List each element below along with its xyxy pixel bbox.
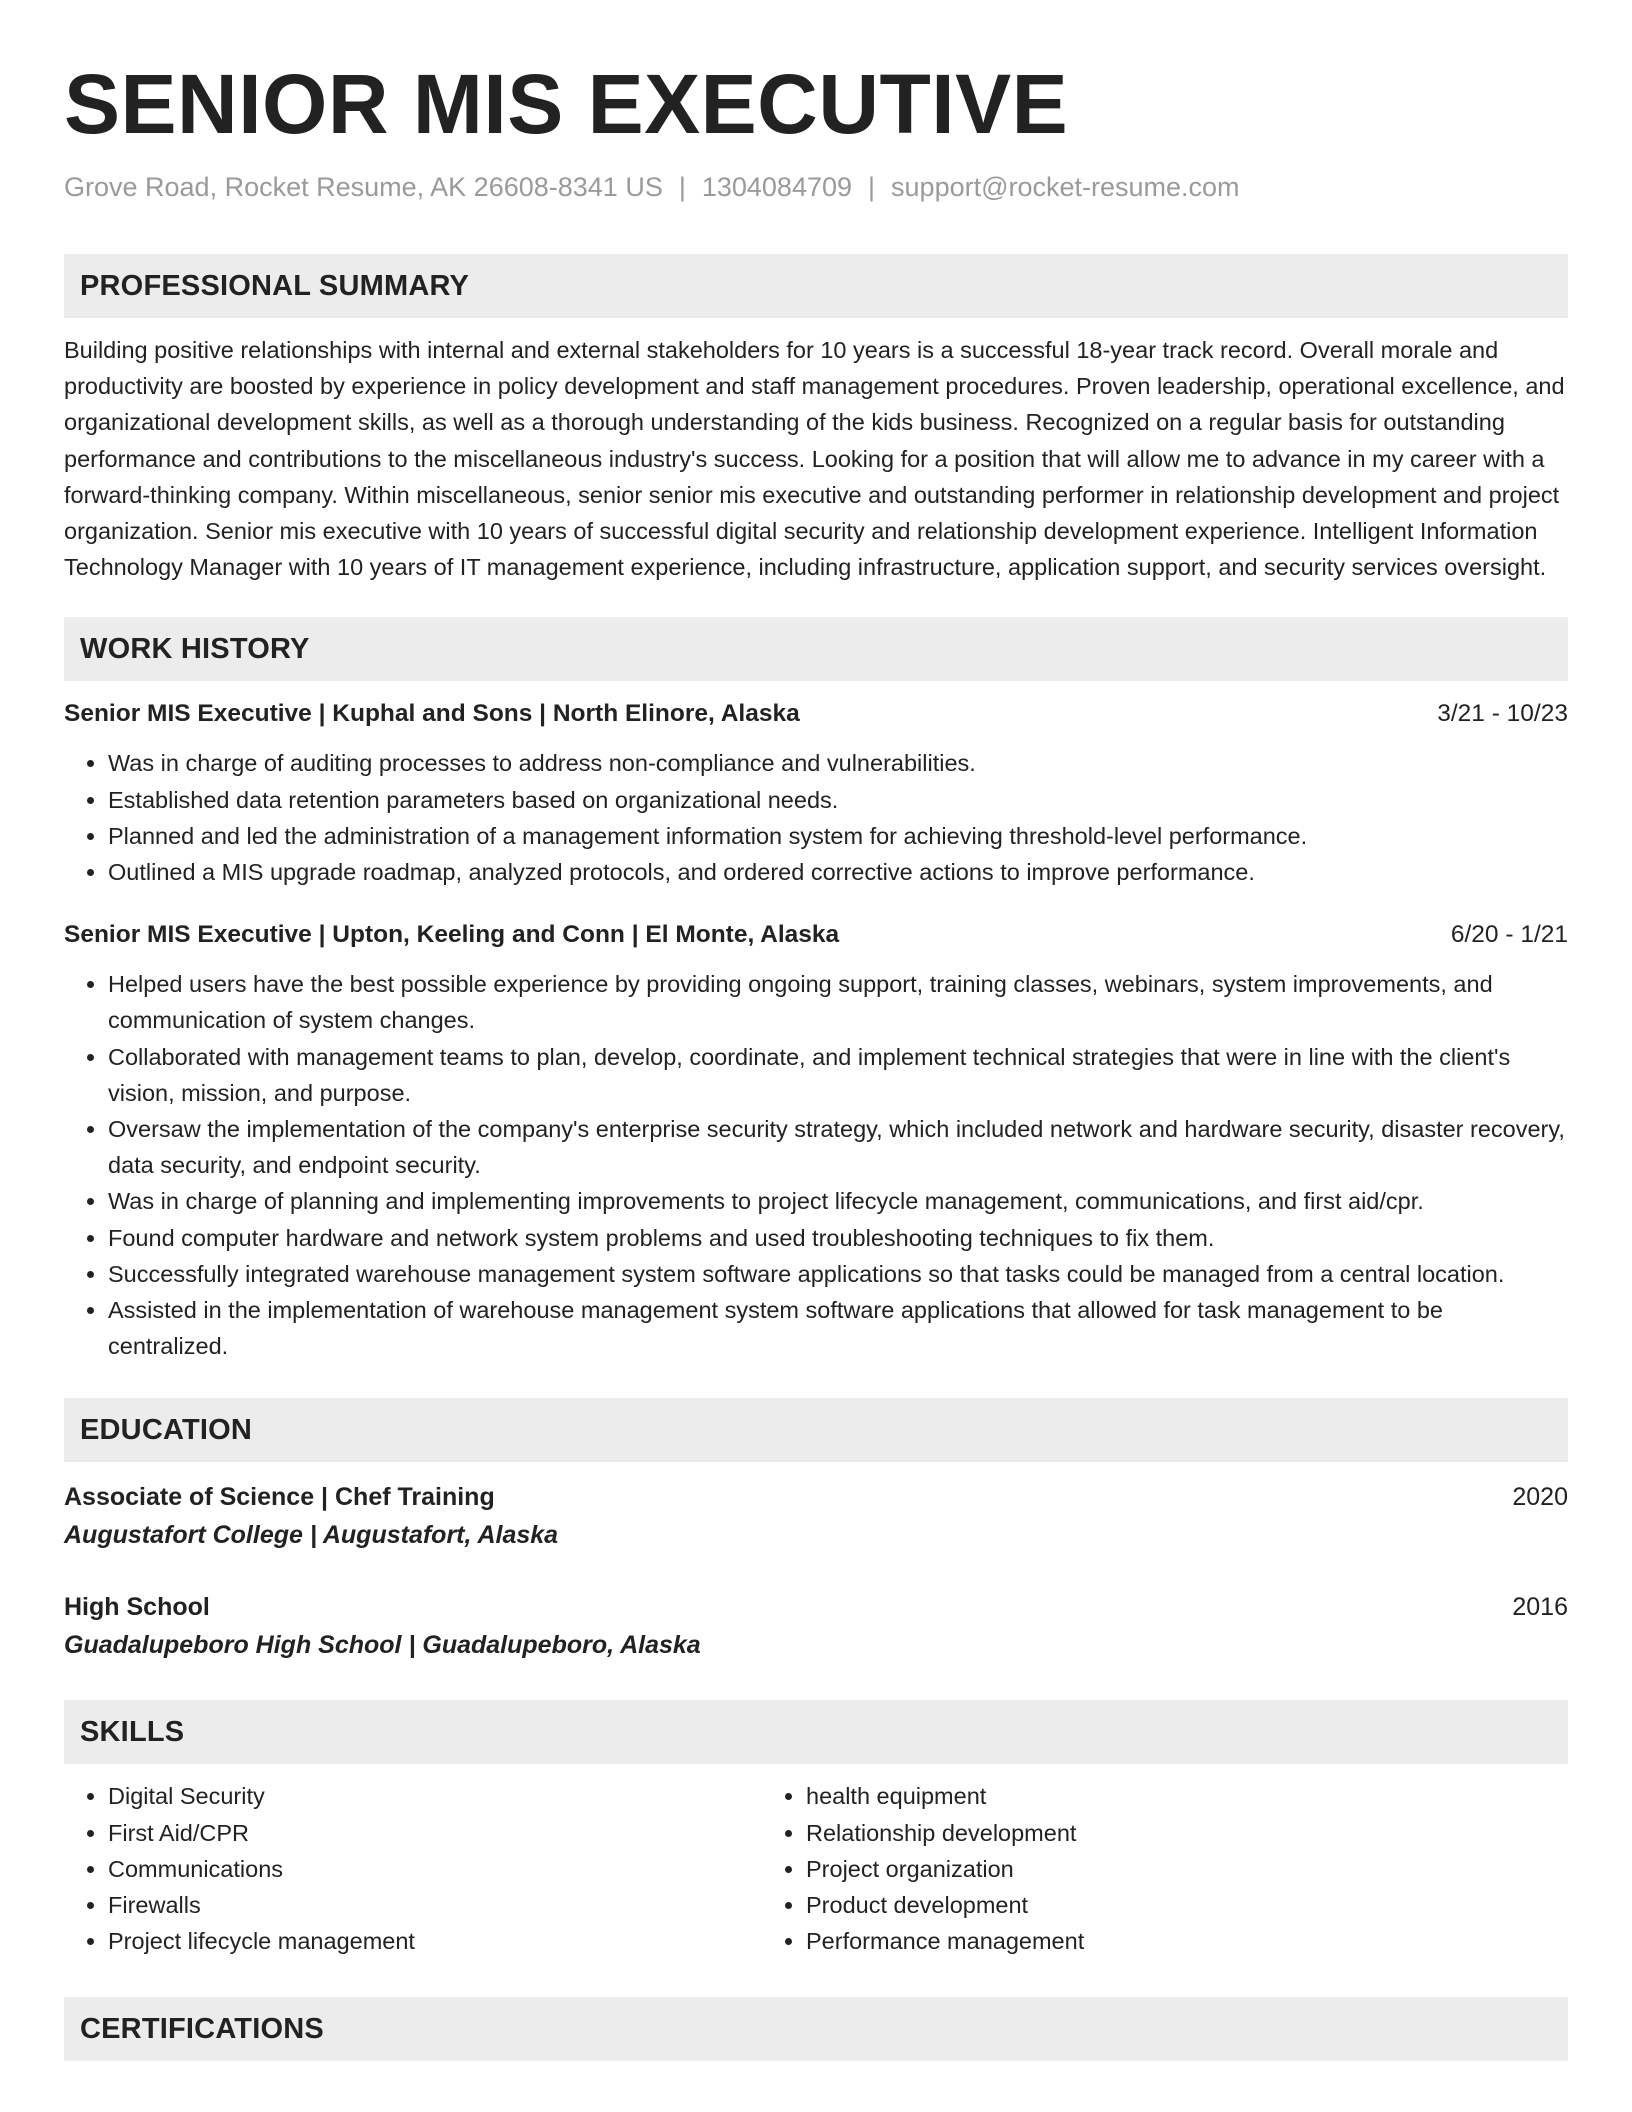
- job-bullets-1: [64, 745, 1568, 890]
- list-item: • Was in charge of planning and implementing improvements to project lifecycle management, communications, and first aid/cpr.: [108, 1183, 1568, 1219]
- list-item: • Was in charge of auditing processes to address non-compliance and vulnerabilities.: [108, 745, 1568, 781]
- list-item: • Found computer hardware and network system problems and used troubleshooting techniques to fix them.: [108, 1220, 1568, 1256]
- contact-phone: 1304084709: [701, 172, 853, 202]
- list-item: • Assisted in the implementation of warehouse management system software applications that allowed for task management to be centralized.: [108, 1292, 1568, 1364]
- list-item: • Relationship development: [806, 1815, 1460, 1851]
- contact-address: Grove Road, Rocket Resume, AK 26608-8341 US: [64, 172, 663, 202]
- education-degree: Associate of Science | Chef Training: [64, 1483, 495, 1512]
- section-header-certifications: CERTIFICATIONS: [64, 1997, 1568, 2061]
- list-item: • Outlined a MIS upgrade roadmap, analyzed protocols, and ordered corrective actions to improve performance.: [108, 854, 1568, 890]
- list-item: • Firewalls: [108, 1887, 762, 1923]
- list-item: • Communications: [108, 1851, 762, 1887]
- list-item: • Project organization: [806, 1851, 1460, 1887]
- candidate-name: SENIOR MIS EXECUTIVE: [64, 57, 1069, 151]
- job-dates: 6/20 - 1/21: [1450, 921, 1568, 949]
- section-header-work-history: WORK HISTORY: [64, 617, 1568, 681]
- list-item: • Project lifecycle management: [108, 1923, 762, 1959]
- list-item: • First Aid/CPR: [108, 1815, 762, 1851]
- skills-list-left: [64, 1778, 762, 1959]
- contact-separator: |: [678, 172, 686, 202]
- contact-email[interactable]: support@rocket-resume.com: [891, 172, 1240, 202]
- job-bullets-2: [64, 966, 1568, 1364]
- education-degree: High School: [64, 1593, 210, 1622]
- list-item: • Digital Security: [108, 1778, 762, 1814]
- skills-list-right: [762, 1778, 1460, 1959]
- education-year: 2020: [1512, 1483, 1568, 1512]
- list-item: • Established data retention parameters based on organizational needs.: [108, 782, 1568, 818]
- list-item: • Performance management: [806, 1923, 1460, 1959]
- section-header-education: EDUCATION: [64, 1398, 1568, 1462]
- education-school: Guadalupeboro High School | Guadalupeboro, Alaska: [64, 1631, 701, 1660]
- education-entry-1: [64, 1478, 1568, 1554]
- job-dates: 3/21 - 10/23: [1437, 700, 1568, 728]
- list-item: • Planned and led the administration of a management information system for achieving threshold-level performance.: [108, 818, 1568, 854]
- section-header-skills: SKILLS: [64, 1700, 1568, 1764]
- list-item: • Product development: [806, 1887, 1460, 1923]
- job-heading-1: [64, 697, 1568, 731]
- skills-columns: [64, 1778, 1568, 1959]
- education-school: Augustafort College | Augustafort, Alaska: [64, 1521, 559, 1550]
- list-item: • Collaborated with management teams to plan, develop, coordinate, and implement technical strategies that were in line with the client's vision, mission, and purpose.: [108, 1039, 1568, 1111]
- education-year: 2016: [1512, 1593, 1568, 1622]
- resume-page: [64, 0, 1568, 2061]
- list-item: • health equipment: [806, 1778, 1460, 1814]
- education-degree-line: [64, 1588, 1568, 1626]
- list-item: • Oversaw the implementation of the company's enterprise security strategy, which included network and hardware security, disaster recovery, data security, and endpoint security.: [108, 1111, 1568, 1183]
- education-entry-2: [64, 1588, 1568, 1664]
- section-header-summary: PROFESSIONAL SUMMARY: [64, 254, 1568, 318]
- summary-text: Building positive relationships with internal and external stakeholders for 10 years is a successful 18-year track record. Overall morale and productivity are boosted by experience in policy development and staff management procedures. Proven leadership, operational excellence, and organizational development skills, as well as a thorough understanding of the kids business. Recognized on a regular basis for outstanding performance and contributions to the miscellaneous industry's success. Looking for a position that will allow me to advance in my career with a forward-thinking company. Within miscellaneous, senior senior mis executive and outstanding performer in relationship development and project organization. Senior mis executive with 10 years of successful digital security and relationship development experience. Intelligent Information Technology Manager with 10 years of IT management experience, including infrastructure, application support, and security services oversight.: [64, 337, 1565, 581]
- job-heading-2: [64, 918, 1568, 952]
- list-item: • Successfully integrated warehouse management system software applications so that tasks could be managed from a central location.: [108, 1256, 1568, 1292]
- education-degree-line: [64, 1478, 1568, 1516]
- list-item: • Helped users have the best possible experience by providing ongoing support, training classes, webinars, system improvements, and communication of system changes.: [108, 966, 1568, 1038]
- job-title: Senior MIS Executive | Upton, Keeling and Conn | El Monte, Alaska: [64, 921, 840, 949]
- job-title: Senior MIS Executive | Kuphal and Sons | North Elinore, Alaska: [64, 700, 800, 728]
- contact-separator: |: [868, 172, 876, 202]
- contact-line: [64, 170, 1568, 204]
